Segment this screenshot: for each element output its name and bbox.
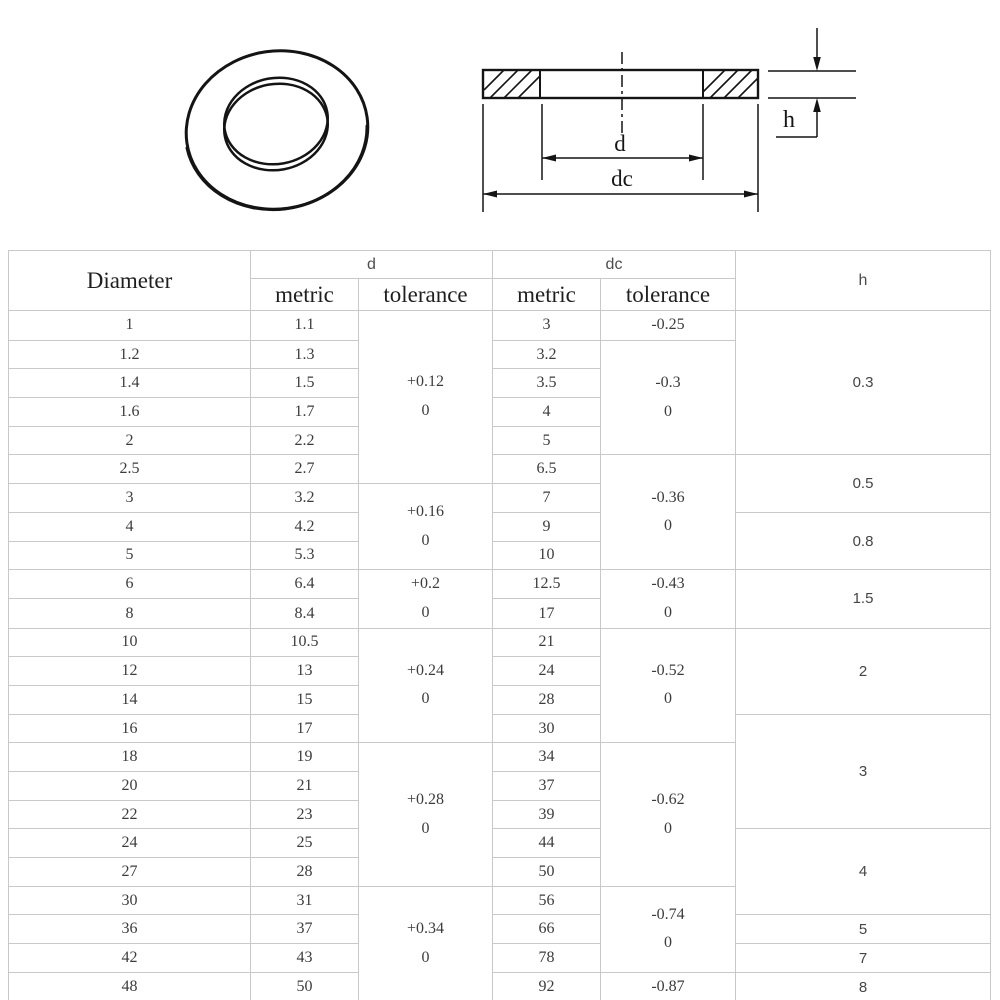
dc-metric-cell: 3.5 [493,369,601,398]
tolerance-line: +0.34 [406,920,445,938]
diameter-cell: 2 [9,426,251,455]
dc-metric-cell: 37 [493,772,601,801]
tolerance-line: -0.43 [651,575,685,593]
d-metric-cell: 6.4 [251,570,359,599]
dc-metric-cell: 4 [493,398,601,427]
diameter-cell: 4 [9,512,251,541]
tolerance-line: 0 [664,819,672,837]
tolerance-line: +0.24 [406,661,445,679]
washer-rim-arc [187,126,367,210]
h-cell: 8 [736,972,991,1000]
d-tolerance-cell [359,743,493,886]
d-metric-cell: 17 [251,714,359,743]
tolerance-line: +0.2 [410,575,441,593]
diameter-cell: 6 [9,570,251,599]
dc-tolerance-cell [601,455,736,570]
header-diameter: Diameter [9,251,251,311]
dc-metric-cell: 78 [493,944,601,973]
dc-tolerance-cell [601,972,736,1000]
d-metric-cell: 2.7 [251,455,359,484]
header-d-metric: metric [251,279,359,311]
diameter-cell: 12 [9,657,251,686]
washer-outer-ellipse [176,39,378,221]
header-d-tolerance: tolerance [359,279,493,311]
tolerance-line: -0.25 [651,316,685,333]
tolerance-line: -0.3 [655,373,681,391]
d-metric-cell: 5.3 [251,541,359,570]
diameter-cell: 36 [9,915,251,944]
dc-metric-cell: 34 [493,743,601,772]
tolerance-line: 0 [664,934,672,952]
dc-metric-cell: 44 [493,829,601,858]
d-tolerance-cell [359,628,493,743]
h-cell: 5 [736,915,991,944]
dc-metric-cell: 24 [493,657,601,686]
h-cell: 3 [736,714,991,829]
tolerance-line: +0.12 [406,373,445,391]
h-cell: 0.3 [736,311,991,455]
tolerance-line: -0.52 [651,661,685,679]
h-cell: 7 [736,944,991,973]
spec-table-header [9,251,991,311]
dc-metric-cell: 17 [493,599,601,628]
d-metric-cell: 1.5 [251,369,359,398]
header-dc-group: dc [493,251,736,279]
d-metric-cell: 31 [251,886,359,915]
tolerance-line: 0 [421,949,430,967]
diameter-cell: 1.2 [9,340,251,369]
tolerance-line: 0 [664,517,672,535]
d-metric-cell: 1.7 [251,398,359,427]
dc-metric-cell: 39 [493,800,601,829]
table-row [9,570,991,599]
table-row [9,512,991,541]
d-tolerance-cell [359,484,493,570]
tolerance-line: 0 [421,603,430,621]
spec-table-body [9,311,991,1000]
dc-metric-cell: 28 [493,685,601,714]
dc-metric-cell: 12.5 [493,570,601,599]
d-metric-cell: 43 [251,944,359,973]
hatch-right [703,70,758,98]
d-metric-cell: 23 [251,800,359,829]
tolerance-line: 0 [421,690,430,708]
spec-table [8,250,991,1000]
tolerance-line: +0.28 [406,790,445,808]
header-dc-tolerance: tolerance [601,279,736,311]
d-metric-cell: 15 [251,685,359,714]
dc-tolerance-cell [601,340,736,455]
d-metric-cell: 4.2 [251,512,359,541]
diameter-cell: 30 [9,886,251,915]
diameter-cell: 1.6 [9,398,251,427]
tolerance-line: -0.74 [651,905,685,923]
dc-metric-cell: 30 [493,714,601,743]
dc-metric-cell: 56 [493,886,601,915]
tolerance-line: +0.16 [406,502,445,520]
tolerance-line: -0.87 [651,977,685,995]
table-row [9,972,991,1000]
dc-tolerance-cell [601,311,736,341]
technical-drawing [0,0,1000,248]
d-metric-cell: 2.2 [251,426,359,455]
diameter-cell: 24 [9,829,251,858]
tolerance-line: -0.36 [651,488,685,506]
table-row [9,829,991,858]
diameter-cell: 48 [9,972,251,1000]
diameter-cell: 42 [9,944,251,973]
diameter-cell: 22 [9,800,251,829]
diameter-cell: 10 [9,628,251,657]
dc-metric-cell: 7 [493,484,601,513]
tolerance-line: 0 [664,402,672,420]
diameter-cell: 18 [9,743,251,772]
dc-metric-cell: 6.5 [493,455,601,484]
diameter-cell: 1 [9,311,251,341]
h-cell: 4 [736,829,991,915]
dc-metric-cell: 3 [493,311,601,341]
dc-tolerance-cell [601,886,736,972]
dimension-h [768,28,856,137]
d-tolerance-cell [359,311,493,484]
diameter-cell: 3 [9,484,251,513]
dim-label-dc: dc [611,166,633,191]
table-row [9,628,991,657]
hatch-left [484,70,540,98]
table-row [9,311,991,341]
table-row [9,714,991,743]
diameter-cell: 5 [9,541,251,570]
h-cell: 2 [736,628,991,714]
d-metric-cell: 1.1 [251,311,359,341]
section-body [483,70,758,98]
tolerance-line: 0 [421,819,430,837]
table-row [9,915,991,944]
d-metric-cell: 8.4 [251,599,359,628]
dc-metric-cell: 92 [493,972,601,1000]
dim-label-h: h [783,107,795,133]
d-metric-cell: 3.2 [251,484,359,513]
washer-cross-section-drawing [483,28,856,212]
dc-metric-cell: 50 [493,858,601,887]
d-metric-cell: 10.5 [251,628,359,657]
tolerance-line: 0 [664,603,672,621]
diameter-cell: 20 [9,772,251,801]
table-row [9,455,991,484]
dc-metric-cell: 66 [493,915,601,944]
dc-metric-cell: 5 [493,426,601,455]
d-metric-cell: 25 [251,829,359,858]
h-cell: 1.5 [736,570,991,628]
d-metric-cell: 19 [251,743,359,772]
tolerance-line: 0 [421,531,430,549]
h-cell: 0.5 [736,455,991,512]
dc-tolerance-cell [601,628,736,743]
d-metric-cell: 37 [251,915,359,944]
diameter-cell: 1.4 [9,369,251,398]
h-cell: 0.8 [736,512,991,569]
diameter-cell: 27 [9,858,251,887]
d-metric-cell: 28 [251,858,359,887]
diameter-cell: 8 [9,599,251,628]
header-d-group: d [251,251,493,279]
diameter-cell: 2.5 [9,455,251,484]
header-h: h [736,251,991,311]
d-metric-cell: 50 [251,972,359,1000]
tolerance-line: -0.62 [651,790,685,808]
dc-tolerance-cell [601,570,736,628]
d-tolerance-cell [359,886,493,1000]
dc-metric-cell: 3.2 [493,340,601,369]
header-dc-metric: metric [493,279,601,311]
dc-metric-cell: 9 [493,512,601,541]
dim-label-d: d [614,131,626,156]
dc-tolerance-cell [601,743,736,886]
dc-metric-cell: 21 [493,628,601,657]
tolerance-line: 0 [421,402,430,420]
d-metric-cell: 13 [251,657,359,686]
table-row [9,944,991,973]
dc-metric-cell: 10 [493,541,601,570]
tolerance-line: 0 [664,690,672,708]
d-metric-cell: 21 [251,772,359,801]
diameter-cell: 16 [9,714,251,743]
washer-3d-drawing [176,39,378,221]
d-metric-cell: 1.3 [251,340,359,369]
dimension-dc [483,191,758,198]
diameter-cell: 14 [9,685,251,714]
d-tolerance-cell [359,570,493,628]
